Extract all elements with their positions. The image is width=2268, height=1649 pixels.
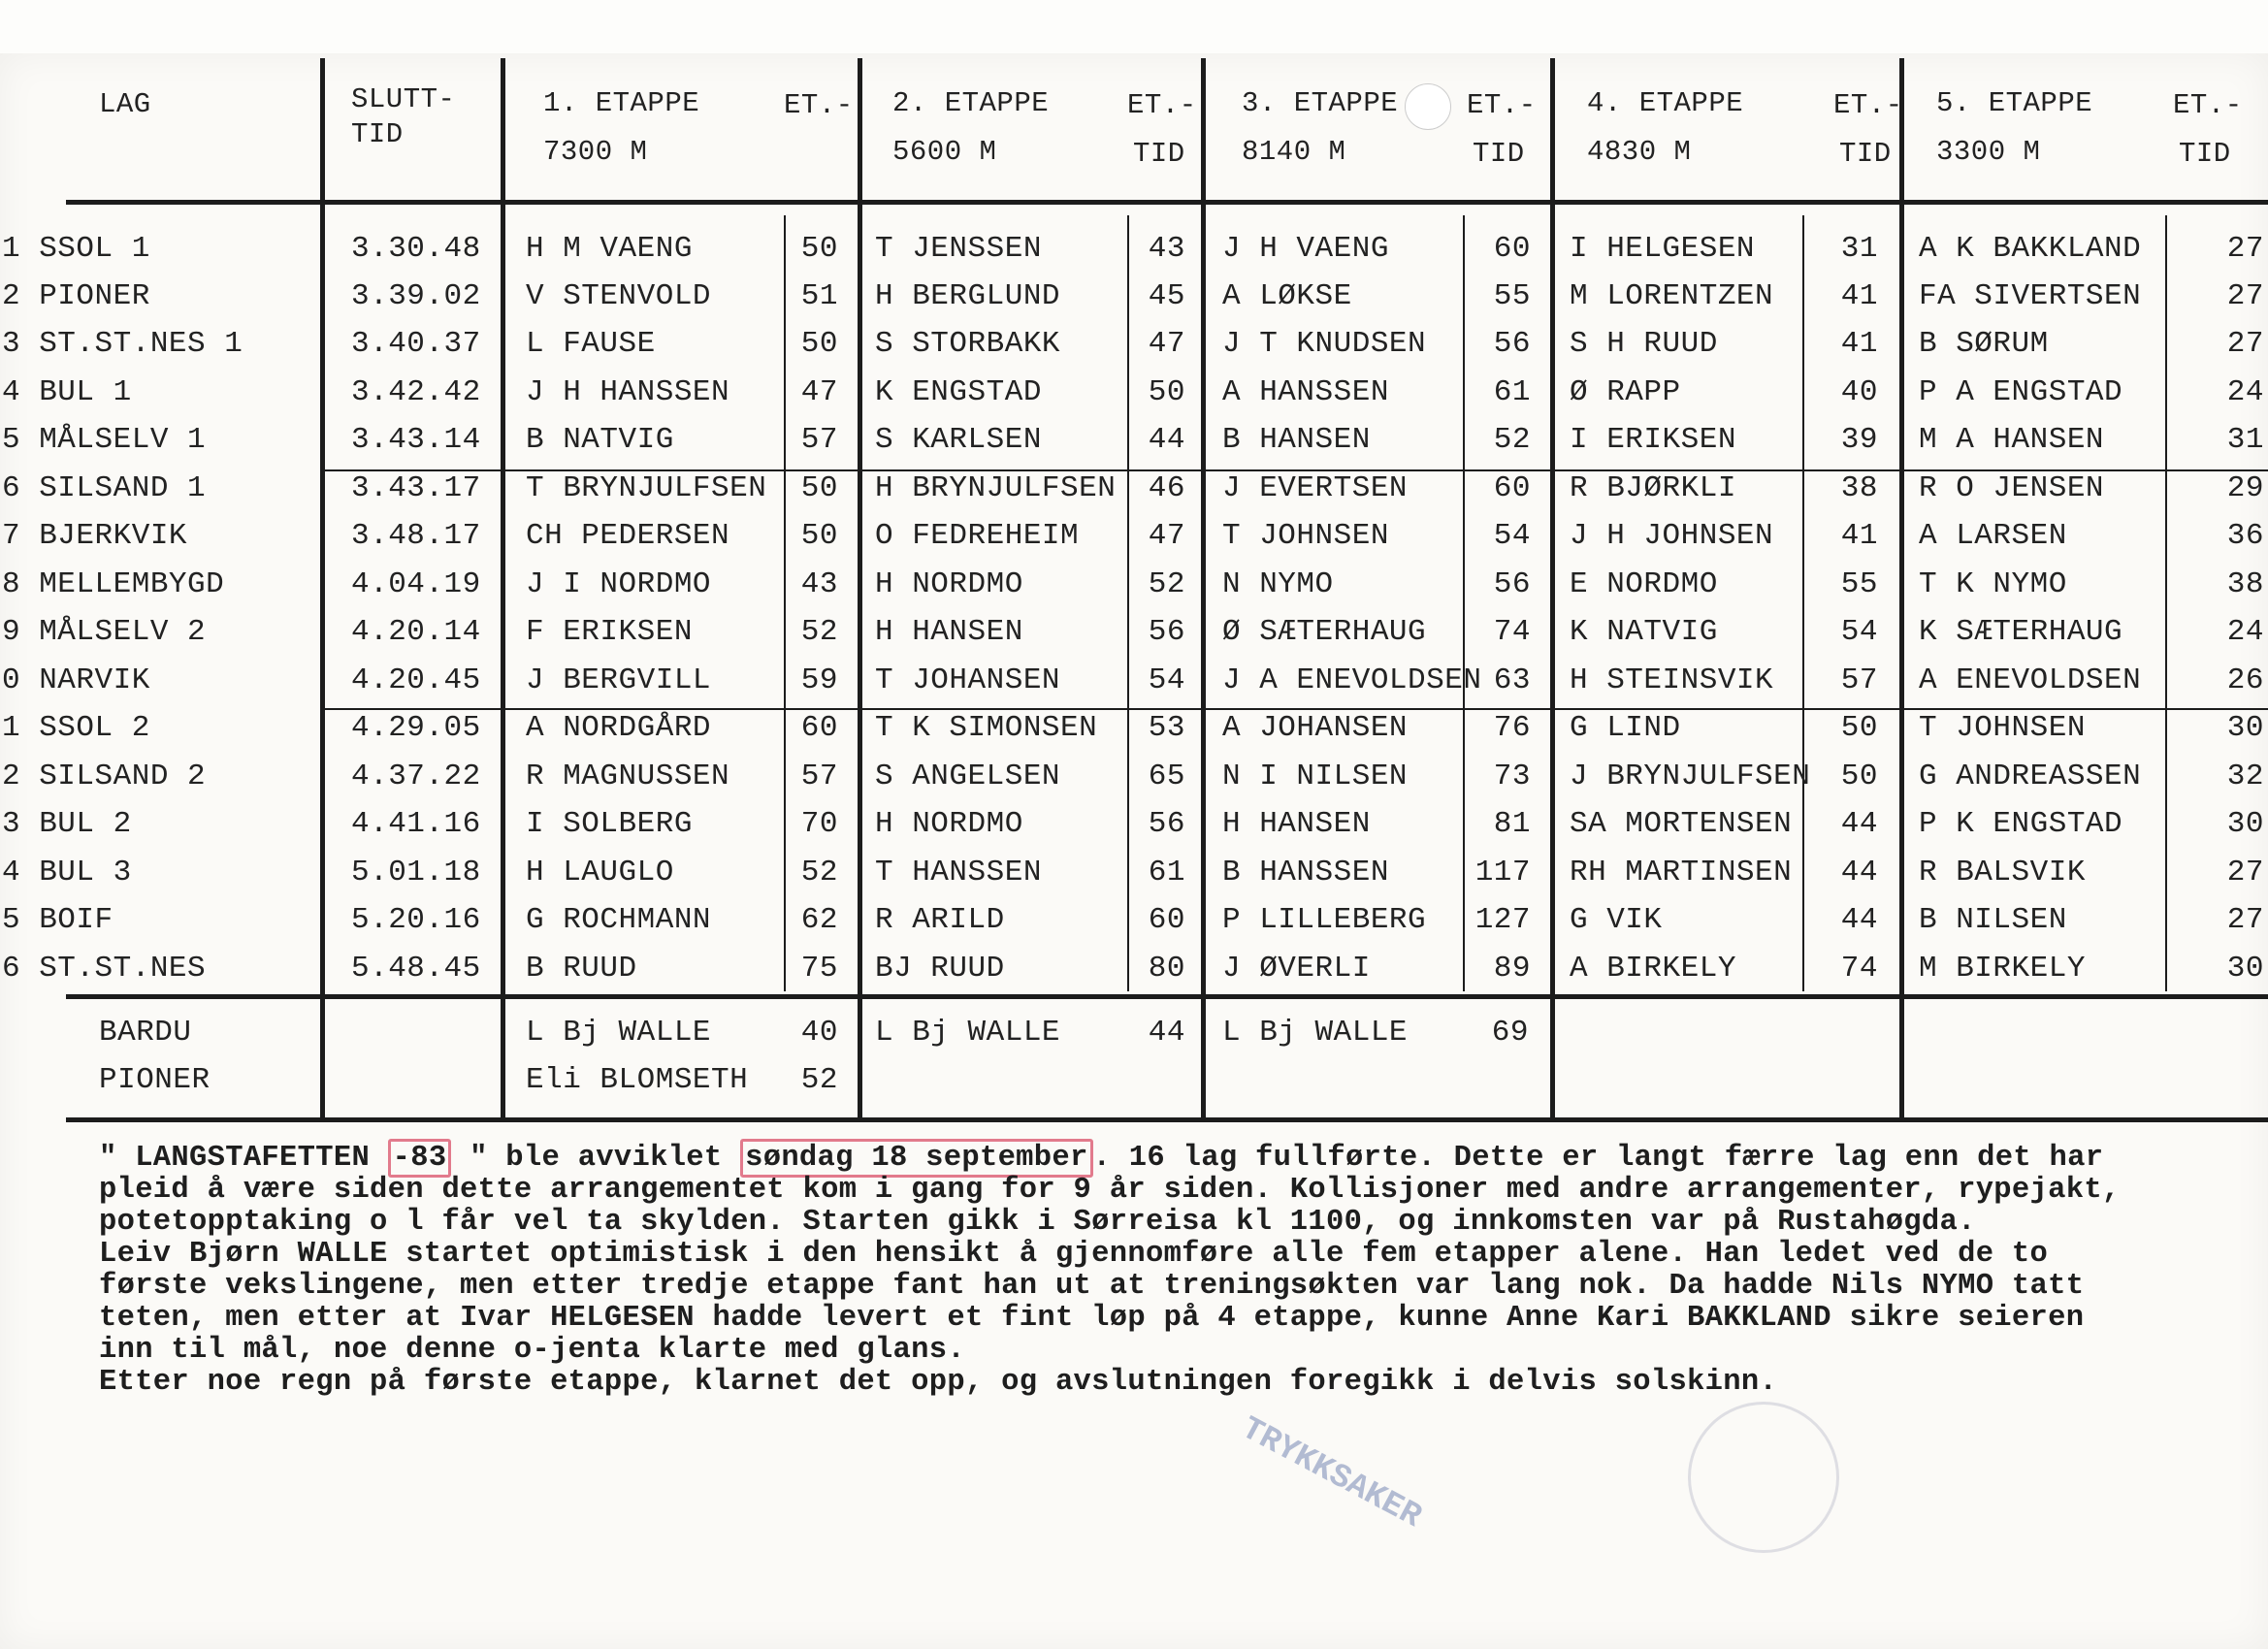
runner-name: A ENEVOLDSEN — [1919, 663, 2142, 697]
stage-5-distance: 3300 M — [1936, 136, 2041, 168]
runner-name: G ROCHMANN — [526, 903, 712, 937]
runner-name: P A ENGSTAD — [1919, 375, 2123, 409]
stage-time: 61 — [1148, 856, 1185, 889]
team-name: 4 BUL 1 — [2, 375, 132, 409]
report-line-1-part-b: " ble avviklet — [451, 1142, 741, 1175]
finish-time: 4.20.14 — [351, 615, 481, 649]
team-name: 1 SSOL 2 — [2, 711, 150, 745]
stage-time: 61 — [1493, 375, 1531, 409]
report-line-1-part-c: . 16 lag fullførte. Dette er langt færre lag enn det har — [1092, 1142, 2104, 1175]
header-lag: LAG — [99, 88, 151, 120]
runner-name: J BERGVILL — [526, 663, 712, 697]
runner-name: J EVERTSEN — [1222, 471, 1409, 505]
runner-name: RH MARTINSEN — [1570, 856, 1793, 889]
rule-under-header — [66, 200, 2268, 205]
team-name: 7 BJERKVIK — [2, 519, 188, 553]
runner-name: G ANDREASSEN — [1919, 760, 2142, 793]
runner-name: S ANGELSEN — [875, 760, 1061, 793]
report-text — [99, 1143, 2262, 1399]
runner-name: K SÆTERHAUG — [1919, 615, 2123, 649]
stage-time: 44 — [1840, 903, 1878, 937]
report-line-1-part-a: " LANGSTAFETTEN — [99, 1142, 388, 1175]
col-sep-stage4 — [1899, 58, 1904, 1120]
stage-5-tid-label: TID — [2179, 138, 2231, 170]
stage-4-title: 4. ETAPPE — [1587, 87, 1744, 119]
stage-time: 47 — [800, 375, 838, 409]
extra-s1-time1: 40 — [800, 1016, 838, 1050]
stage-time: 44 — [1148, 423, 1185, 457]
team-name: 1 SSOL 1 — [2, 232, 150, 266]
runner-name: S STORBAKK — [875, 327, 1061, 361]
stage-1-et-label: ET.- — [784, 89, 854, 121]
stage-time: 29 — [2226, 471, 2264, 505]
stage-time: 30 — [2226, 711, 2264, 745]
runner-name: CH PEDERSEN — [526, 519, 730, 553]
stage-5-time-sep — [2165, 215, 2167, 991]
stage-time: 50 — [800, 519, 838, 553]
faded-stamp: TRYKKSAKER — [1235, 1410, 1428, 1536]
runner-name: H BRYNJULFSEN — [875, 471, 1117, 505]
stage-time: 76 — [1493, 711, 1531, 745]
report-line-5: første vekslingene, men etter tredje etappe fant han ut at treningsøkten var lang nok. Da hadde Nils NYMO tatt — [99, 1270, 2085, 1303]
stage-time: 31 — [1840, 232, 1878, 266]
team-name: 6 SILSAND 1 — [2, 471, 207, 505]
runner-name: T JOHNSEN — [1222, 519, 1389, 553]
stage-time: 62 — [800, 903, 838, 937]
stage-time: 50 — [800, 232, 838, 266]
runner-name: F ERIKSEN — [526, 615, 693, 649]
stage-time: 47 — [1148, 519, 1185, 553]
stage-time: 40 — [1840, 375, 1878, 409]
finish-time: 4.29.05 — [351, 711, 481, 745]
finish-time: 5.20.16 — [351, 903, 481, 937]
runner-name: B HANSEN — [1222, 423, 1371, 457]
runner-name: J BRYNJULFSEN — [1570, 760, 1811, 793]
finish-time: 3.42.42 — [351, 375, 481, 409]
punch-hole — [1405, 83, 1451, 130]
report-line-6: teten, men etter at Ivar HELGESEN hadde levert et fint løp på 4 etappe, kunne Anne Kari BAKKLAND sikre seieren — [99, 1302, 2085, 1335]
stage-2-distance: 5600 M — [892, 136, 997, 168]
stage-time: 57 — [1840, 663, 1878, 697]
runner-name: V STENVOLD — [526, 279, 712, 313]
finish-time: 3.48.17 — [351, 519, 481, 553]
runner-name: A LARSEN — [1919, 519, 2067, 553]
runner-name: Ø SÆTERHAUG — [1222, 615, 1427, 649]
runner-name: L FAUSE — [526, 327, 656, 361]
runner-name: B NATVIG — [526, 423, 674, 457]
runner-name: R ARILD — [875, 903, 1005, 937]
finish-time: 3.43.17 — [351, 471, 481, 505]
stage-2-tid-label: TID — [1133, 138, 1185, 170]
extra-s1-name2: Eli BLOMSETH — [526, 1063, 749, 1097]
runner-name: A LØKSE — [1222, 279, 1352, 313]
stage-4-time-sep — [1802, 215, 1804, 991]
stage-time: 27 — [2226, 903, 2264, 937]
stage-time: 36 — [2226, 519, 2264, 553]
stage-time: 56 — [1148, 807, 1185, 841]
runner-name: H NORDMO — [875, 567, 1023, 601]
runner-name: I SOLBERG — [526, 807, 693, 841]
col-sep-stage2 — [1201, 58, 1206, 1120]
runner-name: T JOHANSEN — [875, 663, 1061, 697]
stage-time: 60 — [1493, 232, 1531, 266]
stage-4-distance: 4830 M — [1587, 136, 1692, 168]
report-line-2: pleid å være siden dette arrangementet kom i gang for 9 år siden. Kollisjoner med andre arrangementer, rypejakt, — [99, 1174, 2121, 1207]
runner-name: S H RUUD — [1570, 327, 1718, 361]
runner-name: N NYMO — [1222, 567, 1334, 601]
report-line-7: inn til mål, noe denne o-jenta klarte med glans. — [99, 1334, 965, 1367]
stage-time: 52 — [800, 615, 838, 649]
stage-time: 32 — [2226, 760, 2264, 793]
stage-time: 55 — [1840, 567, 1878, 601]
finish-time: 5.48.45 — [351, 952, 481, 986]
rule-above-extra — [66, 994, 2268, 999]
rule-group-2 — [320, 708, 2268, 710]
stage-time: 31 — [2226, 423, 2264, 457]
stage-time: 41 — [1840, 279, 1878, 313]
stage-time: 59 — [800, 663, 838, 697]
team-name: 6 ST.ST.NES — [2, 952, 207, 986]
report-line-3: potetopptaking o l får vel ta skylden. Starten gikk i Sørreisa kl 1100, og innkomsten var på Rustahøgda. — [99, 1206, 1976, 1239]
runner-name: K NATVIG — [1570, 615, 1718, 649]
runner-name: P LILLEBERG — [1222, 903, 1427, 937]
stage-time: 74 — [1840, 952, 1878, 986]
extra-s2-time: 44 — [1148, 1016, 1185, 1050]
stage-time: 74 — [1493, 615, 1531, 649]
runner-name: A JOHANSEN — [1222, 711, 1409, 745]
finish-time: 5.01.18 — [351, 856, 481, 889]
runner-name: M LORENTZEN — [1570, 279, 1774, 313]
runner-name: B HANSSEN — [1222, 856, 1389, 889]
highlight-year: -83 — [388, 1139, 452, 1178]
stage-4-et-label: ET.- — [1833, 89, 1903, 121]
runner-name: H LAUGLO — [526, 856, 674, 889]
runner-name: J H HANSSEN — [526, 375, 730, 409]
stage-time: 54 — [1840, 615, 1878, 649]
runner-name: J H VAENG — [1222, 232, 1389, 266]
stage-time: 27 — [2226, 327, 2264, 361]
stage-time: 56 — [1493, 567, 1531, 601]
stage-time: 53 — [1148, 711, 1185, 745]
stage-time: 47 — [1148, 327, 1185, 361]
runner-name: H BERGLUND — [875, 279, 1061, 313]
stage-time: 54 — [1493, 519, 1531, 553]
stage-time: 24 — [2226, 375, 2264, 409]
stage-time: 50 — [800, 471, 838, 505]
runner-name: H STEINSVIK — [1570, 663, 1774, 697]
stage-1-distance: 7300 M — [543, 136, 648, 168]
stage-time: 70 — [800, 807, 838, 841]
stage-time: 60 — [1493, 471, 1531, 505]
stage-time: 44 — [1840, 856, 1878, 889]
postmark-circle — [1688, 1402, 1839, 1553]
runner-name: A K BAKKLAND — [1919, 232, 2142, 266]
runner-name: T BRYNJULFSEN — [526, 471, 767, 505]
runner-name: T HANSSEN — [875, 856, 1042, 889]
runner-name: N I NILSEN — [1222, 760, 1409, 793]
finish-time: 3.43.14 — [351, 423, 481, 457]
runner-name: J A ENEVOLDSEN — [1222, 663, 1482, 697]
stage-time: 50 — [1840, 711, 1878, 745]
runner-name: R MAGNUSSEN — [526, 760, 730, 793]
runner-name: O FEDREHEIM — [875, 519, 1080, 553]
stage-time: 63 — [1493, 663, 1531, 697]
extra-s3-time: 69 — [1491, 1016, 1529, 1050]
header-sluttid-1: SLUTT- — [351, 83, 456, 115]
report-line-8: Etter noe regn på første etappe, klarnet det opp, og avslutningen foregikk i delvis solskinn. — [99, 1366, 1778, 1399]
runner-name: SA MORTENSEN — [1570, 807, 1793, 841]
team-name: 5 MÅLSELV 1 — [2, 423, 207, 457]
extra-s1-name1: L Bj WALLE — [526, 1016, 712, 1050]
team-name: 2 PIONER — [2, 279, 150, 313]
runner-name: A BIRKELY — [1570, 952, 1736, 986]
runner-name: Ø RAPP — [1570, 375, 1681, 409]
stage-time: 43 — [800, 567, 838, 601]
team-name: 3 ST.ST.NES 1 — [2, 327, 243, 361]
stage-time: 54 — [1148, 663, 1185, 697]
stage-time: 89 — [1493, 952, 1531, 986]
runner-name: H NORDMO — [875, 807, 1023, 841]
runner-name: R O JENSEN — [1919, 471, 2105, 505]
stage-time: 44 — [1840, 807, 1878, 841]
stage-time: 30 — [2226, 807, 2264, 841]
runner-name: H HANSEN — [875, 615, 1023, 649]
finish-time: 4.37.22 — [351, 760, 481, 793]
stage-5-title: 5. ETAPPE — [1936, 87, 2093, 119]
stage-time: 57 — [800, 423, 838, 457]
team-name: 5 BOIF — [2, 903, 113, 937]
stage-time: 41 — [1840, 327, 1878, 361]
stage-2-et-label: ET.- — [1127, 89, 1197, 121]
runner-name: FA SIVERTSEN — [1919, 279, 2142, 313]
stage-3-distance: 8140 M — [1242, 136, 1346, 168]
runner-name: H M VAENG — [526, 232, 693, 266]
runner-name: G LIND — [1570, 711, 1681, 745]
finish-time: 3.40.37 — [351, 327, 481, 361]
col-sep-time — [501, 58, 505, 1120]
stage-3-et-label: ET.- — [1467, 89, 1537, 121]
header-sluttid-2: TID — [351, 118, 404, 150]
runner-name: B SØRUM — [1919, 327, 2049, 361]
finish-time: 4.20.45 — [351, 663, 481, 697]
rule-above-text — [66, 1117, 2268, 1122]
team-name: 4 BUL 3 — [2, 856, 132, 889]
stage-time: 43 — [1148, 232, 1185, 266]
stage-time: 57 — [800, 760, 838, 793]
stage-time: 51 — [800, 279, 838, 313]
runner-name: J ØVERLI — [1222, 952, 1371, 986]
stage-time: 56 — [1493, 327, 1531, 361]
col-sep-team — [320, 58, 325, 1120]
stage-time: 39 — [1840, 423, 1878, 457]
stage-time: 27 — [2226, 232, 2264, 266]
stage-5-et-label: ET.- — [2173, 89, 2243, 121]
stage-time: 56 — [1148, 615, 1185, 649]
runner-name: T JENSSEN — [875, 232, 1042, 266]
stage-time: 81 — [1493, 807, 1531, 841]
runner-name: R BALSVIK — [1919, 856, 2086, 889]
stage-2-title: 2. ETAPPE — [892, 87, 1050, 119]
runner-name: A NORDGÅRD — [526, 711, 712, 745]
report-line-4: Leiv Bjørn WALLE startet optimistisk i den hensikt å gjennomføre alle fem etapper alene. Han ledet ved de to — [99, 1238, 2049, 1271]
runner-name: M A HANSEN — [1919, 423, 2105, 457]
stage-time: 73 — [1493, 760, 1531, 793]
team-name: 0 NARVIK — [2, 663, 150, 697]
runner-name: B RUUD — [526, 952, 637, 986]
extra-team-line2: PIONER — [99, 1063, 211, 1097]
stage-time: 46 — [1148, 471, 1185, 505]
col-sep-stage1 — [858, 58, 862, 1120]
runner-name: M BIRKELY — [1919, 952, 2086, 986]
extra-s1-time2: 52 — [800, 1063, 838, 1097]
stage-time: 80 — [1148, 952, 1185, 986]
team-name: 2 SILSAND 2 — [2, 760, 207, 793]
stage-3-title: 3. ETAPPE — [1242, 87, 1399, 119]
runner-name: S KARLSEN — [875, 423, 1042, 457]
stage-time: 24 — [2226, 615, 2264, 649]
runner-name: I ERIKSEN — [1570, 423, 1736, 457]
extra-s3-name: L Bj WALLE — [1222, 1016, 1409, 1050]
col-sep-stage3 — [1550, 58, 1555, 1120]
stage-time: 75 — [800, 952, 838, 986]
runner-name: G VIK — [1570, 903, 1663, 937]
runner-name: J I NORDMO — [526, 567, 712, 601]
stage-time: 38 — [1840, 471, 1878, 505]
stage-time: 55 — [1493, 279, 1531, 313]
report-line-1 — [99, 1143, 2262, 1175]
finish-time: 3.39.02 — [351, 279, 481, 313]
runner-name: J T KNUDSEN — [1222, 327, 1427, 361]
stage-3-tid-label: TID — [1473, 138, 1525, 170]
stage-time: 27 — [2226, 856, 2264, 889]
extra-team-line1: BARDU — [99, 1016, 192, 1050]
runner-name: T K NYMO — [1919, 567, 2067, 601]
stage-4-tid-label: TID — [1839, 138, 1892, 170]
stage-time: 60 — [1148, 903, 1185, 937]
finish-time: 3.30.48 — [351, 232, 481, 266]
stage-time: 52 — [1148, 567, 1185, 601]
page-top-margin — [0, 0, 2268, 53]
finish-time: 4.04.19 — [351, 567, 481, 601]
stage-time: 50 — [1840, 760, 1878, 793]
stage-time: 52 — [1493, 423, 1531, 457]
finish-time: 4.41.16 — [351, 807, 481, 841]
stage-time: 50 — [1148, 375, 1185, 409]
runner-name: B NILSEN — [1919, 903, 2067, 937]
runner-name: P K ENGSTAD — [1919, 807, 2123, 841]
stage-time: 65 — [1148, 760, 1185, 793]
team-name: 9 MÅLSELV 2 — [2, 615, 207, 649]
runner-name: T K SIMONSEN — [875, 711, 1098, 745]
stage-time: 27 — [2226, 279, 2264, 313]
runner-name: J H JOHNSEN — [1570, 519, 1774, 553]
stage-time: 38 — [2226, 567, 2264, 601]
stage-time: 60 — [800, 711, 838, 745]
runner-name: K ENGSTAD — [875, 375, 1042, 409]
stage-time: 117 — [1474, 856, 1531, 889]
runner-name: T JOHNSEN — [1919, 711, 2086, 745]
stage-1-title: 1. ETAPPE — [543, 87, 700, 119]
stage-time: 45 — [1148, 279, 1185, 313]
highlight-date: søndag 18 september — [740, 1139, 1092, 1178]
stage-time: 30 — [2226, 952, 2264, 986]
team-name: 8 MELLEMBYGD — [2, 567, 225, 601]
runner-name: A HANSSEN — [1222, 375, 1389, 409]
stage-time: 50 — [800, 327, 838, 361]
team-name: 3 BUL 2 — [2, 807, 132, 841]
runner-name: E NORDMO — [1570, 567, 1718, 601]
stage-time: 41 — [1840, 519, 1878, 553]
extra-s2-name: L Bj WALLE — [875, 1016, 1061, 1050]
stage-time: 52 — [800, 856, 838, 889]
stage-time: 127 — [1474, 903, 1531, 937]
runner-name: BJ RUUD — [875, 952, 1005, 986]
runner-name: I HELGESEN — [1570, 232, 1756, 266]
runner-name: H HANSEN — [1222, 807, 1371, 841]
runner-name: R BJØRKLI — [1570, 471, 1736, 505]
stage-time: 26 — [2226, 663, 2264, 697]
